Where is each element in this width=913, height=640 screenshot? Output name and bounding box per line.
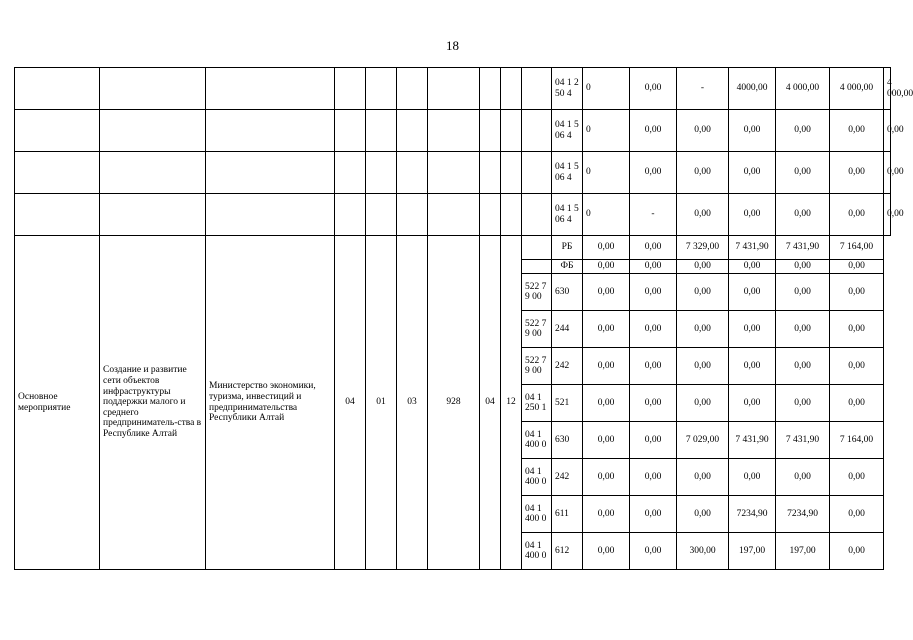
amount-cell: 0,00 <box>830 152 884 194</box>
kcsr-cell: 522 79 00 <box>522 274 552 311</box>
amount-cell: 0,00 <box>776 194 830 236</box>
amount-cell: 0,00 <box>677 496 729 533</box>
amount-cell: 0,00 <box>630 385 677 422</box>
empty-cell <box>480 152 501 194</box>
amount-cell: 0,00 <box>630 152 677 194</box>
amount-cell: 7 164,00 <box>830 422 884 459</box>
amount-cell: 7 431,90 <box>776 422 830 459</box>
amount-cell: 0,00 <box>830 496 884 533</box>
amount-cell: 0,00 <box>776 385 830 422</box>
vr-cell: 242 <box>552 348 583 385</box>
empty-cell <box>100 152 206 194</box>
amount-cell: 197,00 <box>776 533 830 570</box>
amount-cell: 7 431,90 <box>776 236 830 260</box>
empty-cell <box>522 236 552 260</box>
amount-cell: 0,00 <box>630 496 677 533</box>
empty-cell <box>15 194 100 236</box>
funding-source-cell: ФБ <box>552 260 583 274</box>
kcsr-cell: 04 1 506 4 <box>552 194 583 236</box>
amount-cell: 0,00 <box>583 422 630 459</box>
empty-cell <box>15 110 100 152</box>
empty-cell <box>397 110 428 152</box>
amount-cell: 4 000,00 <box>884 68 891 110</box>
kcsr-cell: 522 79 00 <box>522 348 552 385</box>
amount-cell: 7 329,00 <box>677 236 729 260</box>
empty-cell <box>15 152 100 194</box>
amount-cell: 0,00 <box>830 533 884 570</box>
empty-cell <box>522 152 552 194</box>
empty-cell <box>206 194 335 236</box>
empty-cell <box>335 68 366 110</box>
amount-cell: 0,00 <box>729 311 776 348</box>
vr-cell: 612 <box>552 533 583 570</box>
event-name-cell: Создание и развитие сети объектов инфраструктуры поддержки малого и среднего предприниматель-ства в Республике Алтай <box>100 236 206 570</box>
amount-cell: 0,00 <box>776 152 830 194</box>
empty-cell <box>501 152 522 194</box>
empty-cell <box>522 194 552 236</box>
empty-cell <box>397 152 428 194</box>
vr-cell: 611 <box>552 496 583 533</box>
amount-cell: 0,00 <box>884 110 891 152</box>
amount-cell: 0,00 <box>630 68 677 110</box>
empty-cell <box>335 194 366 236</box>
vr-cell: 0 <box>583 68 630 110</box>
code-cell: 12 <box>501 236 522 570</box>
empty-cell <box>480 110 501 152</box>
kcsr-cell: 04 1 506 4 <box>552 110 583 152</box>
amount-cell: 0,00 <box>630 260 677 274</box>
vr-cell: 0 <box>583 194 630 236</box>
amount-cell: 0,00 <box>630 348 677 385</box>
empty-cell <box>100 194 206 236</box>
executor-cell: Министерство экономики, туризма, инвестиций и предпринимательства Республики Алтай <box>206 236 335 570</box>
empty-cell <box>206 152 335 194</box>
amount-cell: 0,00 <box>830 260 884 274</box>
amount-cell: 0,00 <box>729 348 776 385</box>
vr-cell: 630 <box>552 422 583 459</box>
amount-cell: 0,00 <box>630 110 677 152</box>
amount-cell: 0,00 <box>830 459 884 496</box>
code-cell: 04 <box>335 236 366 570</box>
code-cell: 04 <box>480 236 501 570</box>
amount-cell: - <box>630 194 677 236</box>
amount-cell: 0,00 <box>583 533 630 570</box>
vr-cell: 0 <box>583 152 630 194</box>
amount-cell: 0,00 <box>583 348 630 385</box>
amount-cell: - <box>677 68 729 110</box>
amount-cell: 0,00 <box>677 459 729 496</box>
table-row <box>15 236 891 260</box>
budget-table <box>14 67 913 570</box>
amount-cell: 7234,90 <box>776 496 830 533</box>
amount-cell: 0,00 <box>830 110 884 152</box>
amount-cell: 7234,90 <box>729 496 776 533</box>
amount-cell: 300,00 <box>677 533 729 570</box>
amount-cell: 0,00 <box>729 194 776 236</box>
amount-cell: 0,00 <box>776 260 830 274</box>
kcsr-cell: 04 1 400 0 <box>522 459 552 496</box>
amount-cell: 0,00 <box>729 385 776 422</box>
amount-cell: 0,00 <box>884 152 891 194</box>
kcsr-cell: 04 1 400 0 <box>522 422 552 459</box>
amount-cell: 0,00 <box>630 422 677 459</box>
empty-cell <box>428 194 480 236</box>
empty-cell <box>522 110 552 152</box>
amount-cell: 0,00 <box>776 110 830 152</box>
amount-cell: 0,00 <box>677 152 729 194</box>
vr-cell: 244 <box>552 311 583 348</box>
amount-cell: 0,00 <box>729 459 776 496</box>
code-cell: 03 <box>397 236 428 570</box>
empty-cell <box>335 110 366 152</box>
empty-cell <box>15 68 100 110</box>
amount-cell: 0,00 <box>830 194 884 236</box>
amount-cell: 7 431,90 <box>729 236 776 260</box>
empty-cell <box>206 68 335 110</box>
vr-cell: 242 <box>552 459 583 496</box>
amount-cell: 0,00 <box>583 385 630 422</box>
amount-cell: 0,00 <box>729 274 776 311</box>
amount-cell: 0,00 <box>884 194 891 236</box>
empty-cell <box>100 68 206 110</box>
empty-cell <box>366 110 397 152</box>
empty-cell <box>428 110 480 152</box>
empty-cell <box>335 152 366 194</box>
empty-cell <box>522 68 552 110</box>
page-number: 18 <box>446 38 459 53</box>
amount-cell: 4000,00 <box>729 68 776 110</box>
amount-cell: 0,00 <box>583 311 630 348</box>
empty-cell <box>428 68 480 110</box>
table-row <box>15 152 891 194</box>
code-cell: 01 <box>366 236 397 570</box>
empty-cell <box>366 68 397 110</box>
amount-cell: 4 000,00 <box>830 68 884 110</box>
amount-cell: 7 029,00 <box>677 422 729 459</box>
amount-cell: 0,00 <box>630 533 677 570</box>
code-cell: 928 <box>428 236 480 570</box>
empty-cell <box>480 194 501 236</box>
table-row <box>15 68 891 110</box>
vr-cell: 521 <box>552 385 583 422</box>
kcsr-cell: 04 1 506 4 <box>552 152 583 194</box>
amount-cell: 0,00 <box>830 348 884 385</box>
amount-cell: 0,00 <box>830 385 884 422</box>
amount-cell: 0,00 <box>677 194 729 236</box>
event-type-cell: Основное мероприятие <box>15 236 100 570</box>
amount-cell: 0,00 <box>677 348 729 385</box>
table-row <box>15 110 891 152</box>
amount-cell: 0,00 <box>630 236 677 260</box>
kcsr-cell: 04 1 250 4 <box>552 68 583 110</box>
amount-cell: 0,00 <box>630 274 677 311</box>
amount-cell: 0,00 <box>677 385 729 422</box>
empty-cell <box>501 194 522 236</box>
amount-cell: 0,00 <box>630 311 677 348</box>
amount-cell: 0,00 <box>583 236 630 260</box>
empty-cell <box>522 260 552 274</box>
empty-cell <box>366 194 397 236</box>
empty-cell <box>397 194 428 236</box>
amount-cell: 0,00 <box>583 459 630 496</box>
amount-cell: 0,00 <box>776 348 830 385</box>
amount-cell: 0,00 <box>729 110 776 152</box>
amount-cell: 0,00 <box>830 311 884 348</box>
amount-cell: 0,00 <box>830 274 884 311</box>
funding-source-cell: РБ <box>552 236 583 260</box>
empty-cell <box>501 110 522 152</box>
amount-cell: 0,00 <box>583 260 630 274</box>
vr-cell: 630 <box>552 274 583 311</box>
empty-cell <box>480 68 501 110</box>
empty-cell <box>100 110 206 152</box>
amount-cell: 0,00 <box>776 311 830 348</box>
empty-cell <box>366 152 397 194</box>
kcsr-cell: 04 1 250 1 <box>522 385 552 422</box>
amount-cell: 0,00 <box>729 260 776 274</box>
amount-cell: 0,00 <box>677 311 729 348</box>
amount-cell: 7 431,90 <box>729 422 776 459</box>
amount-cell: 0,00 <box>677 110 729 152</box>
kcsr-cell: 04 1 400 0 <box>522 533 552 570</box>
amount-cell: 0,00 <box>583 274 630 311</box>
amount-cell: 197,00 <box>729 533 776 570</box>
amount-cell: 0,00 <box>729 152 776 194</box>
amount-cell: 0,00 <box>776 274 830 311</box>
empty-cell <box>206 110 335 152</box>
kcsr-cell: 04 1 400 0 <box>522 496 552 533</box>
empty-cell <box>428 152 480 194</box>
vr-cell: 0 <box>583 110 630 152</box>
empty-cell <box>501 68 522 110</box>
amount-cell: 0,00 <box>776 459 830 496</box>
amount-cell: 4 000,00 <box>776 68 830 110</box>
table-row <box>15 194 891 236</box>
amount-cell: 0,00 <box>630 459 677 496</box>
amount-cell: 7 164,00 <box>830 236 884 260</box>
amount-cell: 0,00 <box>677 274 729 311</box>
kcsr-cell: 522 79 00 <box>522 311 552 348</box>
amount-cell: 0,00 <box>583 496 630 533</box>
empty-cell <box>397 68 428 110</box>
amount-cell: 0,00 <box>677 260 729 274</box>
